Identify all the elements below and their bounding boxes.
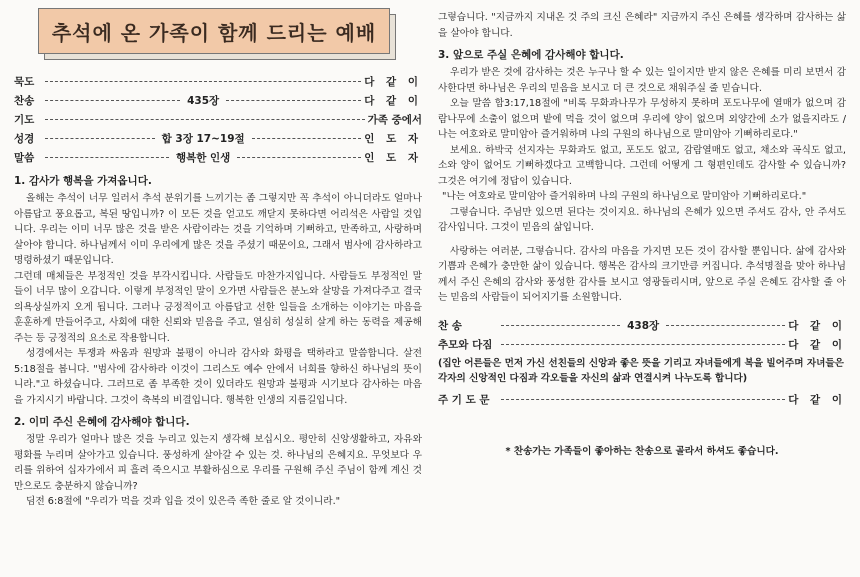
dotted-leader [252,138,362,139]
dotted-leader [45,157,169,158]
scripture-ref: 합 3장 17~19절 [161,133,245,145]
order-row-prayer [14,110,422,129]
dotted-leader [45,119,365,120]
paragraph: 그렇습니다. 주님만 있으면 된다는 것이지요. 하나님의 은혜가 있으면 주셔도 감사, 안 주셔도 감사입니다. 그것이 믿음의 삶입니다. [438,206,846,233]
order-leader: 다 같 이 [788,338,846,351]
dotted-leader [666,325,785,326]
sermon-section-2 [14,414,422,510]
closing-row-lords-prayer [438,390,846,409]
order-label: 찬 송 [438,319,462,332]
left-column [14,0,422,510]
paragraph: 보세요. 하박국 선지자는 무화과도 없고, 포도도 없고, 감람열매도 없고, 채소와 곡식도 없고, 소와 양이 없어도 기뻐하겠다고 고백합니다. 그런데 어떻게 그 형편인데도 감사할 수 있습니까? 그것은 여기에 정답이 있습니다. [438,144,846,187]
paragraph: 딤전 6:8절에 "우리가 먹을 것과 입을 것이 있은즉 족한 줄로 알 것이니라." [26,496,341,507]
order-label: 찬송 [14,95,35,107]
sermon-section-3 [438,47,846,306]
order-label: 말씀 [14,152,35,164]
closing-order [438,316,846,409]
paragraph: 성경에서는 투쟁과 싸움과 원망과 불평이 아니라 감사와 화평을 택하라고 말씀합니다. 살전 5:18절을 봅니다. "범사에 감사하라 이것이 그리스도 예수 안에서 너희를 향하신 하나님의 뜻이니라."고 하셨습니다. 그러므로 좀 부족한 것이 있더라도 원망과 불평과 시기보다 감사하는 마음을 가지시기 바랍니다. 그것이 축복의 비결입니다. 행복한 인생의 지름길입니다. [14,348,422,406]
hymn-number: 438장 [627,319,660,332]
dotted-leader [45,100,180,101]
worship-order [14,72,422,167]
paragraph: 정말 우리가 얼마나 많은 것을 누리고 있는지 생각해 보십시오. 평안히 신앙생활하고, 자유와 평화를 누리며 살아가고 있습니다. 풍성하게 살아갈 수 있는 것. 하나님의 은혜지요. 무엇보다 우리를 위하여 십자가에서 피 흘려 죽으시고 부활하심으로 우리를 구원해 주신 주님이 함께 계신 것만으로도 충분하지 않습니까? [14,434,422,492]
section-heading: 1. 감사가 행복을 가져옵니다. [14,175,152,187]
paragraph: 올해는 추석이 너무 일러서 추석 분위기를 느끼기는 좀 그렇지만 꼭 추석이 아니더라도 얼마나 아름답고 풍요롭고, 복된 땅입니까? 이 모든 것을 얻고도 깨닫지 못하다면 어리석은 사람일 것입니다. 우리는 이미 너무 많은 것을 받은 사람이라는 것을 기억하며 기뻐하고, 만족하고, 사랑하며 살아야 합니다. 하나님께서 이미 우리에게 많은 것을 주셨기 때문이요, 그래서 범사에 감사하라고 명령하셨기 때문입니다. [14,193,422,266]
hymn-number: 435장 [187,95,220,107]
order-leader: 인 도 자 [364,152,422,164]
paragraph: 사랑하는 여러분, 그렇습니다. 감사의 마음을 가지면 모든 것이 감사할 뿐입니다. 삶에 감사와 기쁨과 은혜가 충만한 삶이 있습니다. 행복은 감사의 크기만큼 커집니다. 추석명절을 맞아 하나님께서 주신 은혜의 감사와 풍성한 감사를 보시고 영광돌리시며, 앞으로 주실 은혜도 감사할 줄 아는 믿음의 사람들이 되어지기를 소원합니다. [438,245,846,303]
order-label: 묵도 [14,76,35,88]
order-leader: 다 같 이 [788,319,846,332]
closing-row-hymn [438,316,846,335]
dotted-leader [237,157,361,158]
dotted-leader [45,138,155,139]
dotted-leader [45,81,361,82]
order-leader: 다 같 이 [364,76,422,88]
dotted-leader [226,100,361,101]
order-row-scripture [14,129,422,148]
dotted-leader [501,344,785,345]
page-title: 추석에 온 가족이 함께 드리는 예배 [38,8,390,54]
order-leader: 다 같 이 [788,393,846,406]
dotted-leader [501,399,785,400]
order-leader: 가족 중에서 [367,114,422,126]
paragraph: 그렇습니다. "지금까지 지내온 것 주의 크신 은혜라" 지금까지 주신 은혜를 생각하며 감사하는 삶을 살아야 합니다. [438,12,846,39]
right-column [438,0,846,457]
order-label: 추모와 다짐 [438,338,493,351]
order-label: 주 기 도 문 [438,393,490,406]
dotted-leader [501,325,620,326]
closing-note: (집안 어른들은 먼저 가신 선친들의 신앙과 좋은 뜻을 기리고 자녀들에게 복을 빌어주며 자녀들은 각자의 신앙적인 다짐과 각오들을 자신의 삶과 연결시켜 나누도록 합니다) [438,357,844,384]
paragraph: 그런데 매체들은 부정적인 것을 부각시킵니다. 사람들도 마찬가지입니다. 사람들도 부정적인 말들이 너무 많이 오갑니다. 이렇게 부정적인 말이 오가면 사람들은 분노와 살망을 가져다주고 결국 의욕상실까지 오게 됩니다. 그러나 긍정적이고 아름답고 선한 일들을 소개하는 이야기는 마음을 훈훈하게 만들어주고, 사회에 대한 신뢰와 믿음을 주고, 열심히 성실히 살게 하는 동력을 제공해주는 등 긍정적의 요소로 작용합니다. [14,270,422,344]
paragraph: 우리가 받은 것에 감사하는 것은 누구나 할 수 있는 일이지만 받지 않은 은혜를 미리 보면서 감사한다면 하나님은 우리의 믿음을 보시고 더 큰 것으로 채워주실 줄 믿습니다. [438,67,846,94]
order-leader: 인 도 자 [364,133,423,145]
paragraph: 오늘 말씀 합3:17,18절에 "비록 무화과나무가 무성하지 못하며 포도나무에 열매가 없으며 감람나무에 소출이 없으며 밭에 먹을 것이 없으며 우리에 양이 없으며 외양간에 소가 없을지라도 / 나는 여호와로 말미암아 즐거워하며 나의 구원의 하나님으로 말미암아 기뻐하리로다." [438,98,846,140]
footnote: * 찬송가는 가족들이 좋아하는 찬송으로 골라서 하셔도 좋습니다. [505,445,779,457]
order-leader: 다 같 이 [364,95,422,107]
order-label: 성경 [14,133,35,145]
sermon-title: 행복한 인생 [175,152,231,164]
section-heading: 3. 앞으로 주실 은혜에 감사해야 합니다. [438,49,624,61]
order-row-silent-prayer [14,72,422,91]
order-row-sermon [14,148,422,167]
order-label: 기도 [14,114,35,126]
title-banner [38,8,398,62]
scripture-quote: "나는 여호와로 말미암아 즐거워하며 나의 구원의 하나님으로 말미암아 기뻐하리로다." [442,191,807,202]
sermon-section-1 [14,173,422,408]
section-heading: 2. 이미 주신 은혜에 감사해야 합니다. [14,416,190,428]
order-row-hymn [14,91,422,110]
closing-row-remembrance [438,335,846,354]
